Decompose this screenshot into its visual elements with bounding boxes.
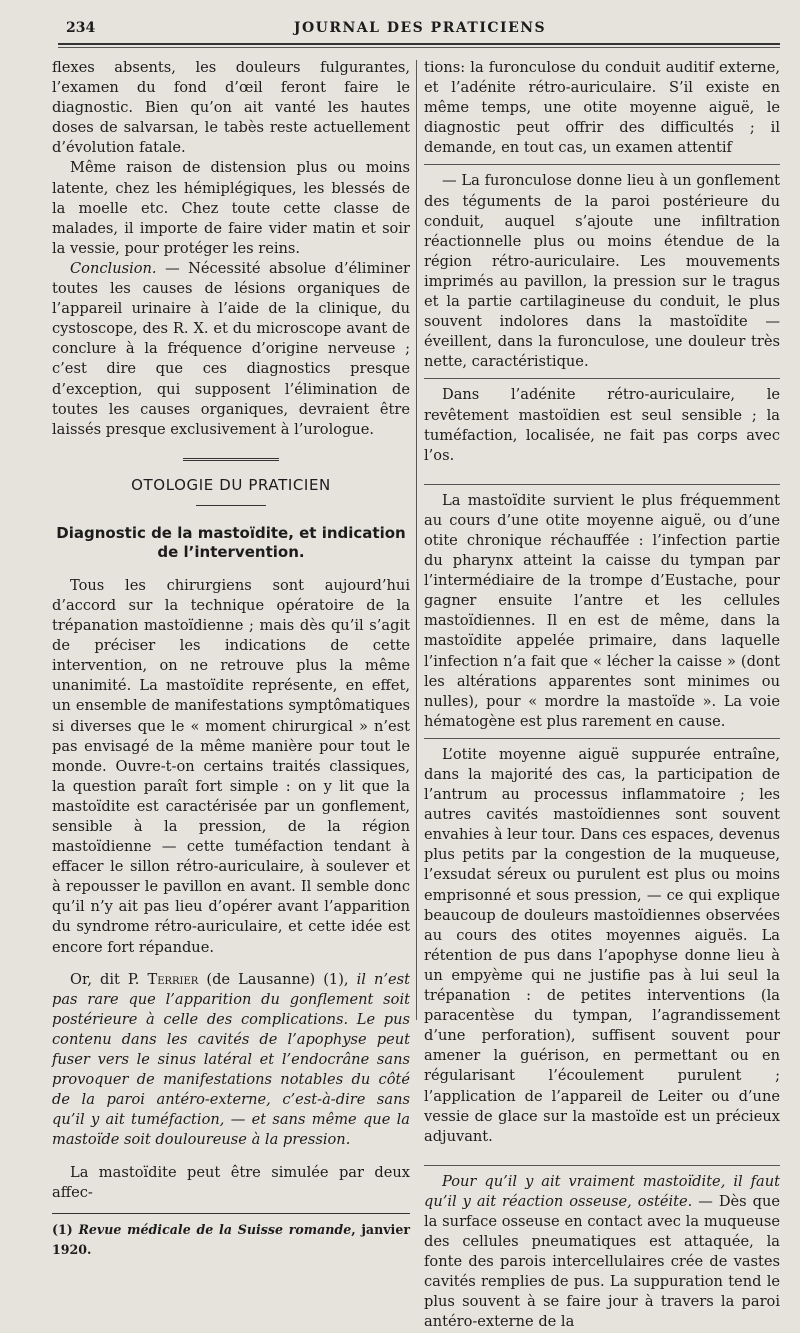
header-rule-thin — [58, 47, 780, 48]
journal-title: JOURNAL DES PRATICIENS — [293, 20, 547, 36]
paragraph-conclusion — [52, 259, 410, 440]
paragraph-rule — [424, 738, 780, 739]
right-column — [424, 58, 780, 1333]
column-divider — [416, 60, 417, 1020]
paragraph: tions: la furonculose du conduit auditif externe, et l’adénite rétro-auriculaire. S’il existe en même temps, une otite moyenne aiguë, le diagnostic peut offrir des difficultés ; il demande, en tout cas, un examen attentif — [424, 59, 780, 157]
footnote-source: Revue médicale de la Suisse romande — [78, 1221, 352, 1237]
paragraph: La mastoïdite peut être simulée par deux affec- — [52, 1163, 410, 1201]
paragraph-rule — [424, 1165, 780, 1166]
paragraph-rule — [424, 484, 780, 485]
paragraph-rule — [424, 378, 780, 379]
paragraph: L’otite moyenne aiguë suppurée entraîne, dans la majorité des cas, la participation de l’antrum au processus inflammatoire ; les autres cavités mastoïdiennes sont souvent envahies à leur tour. Dans ces espaces, devenus plus petits par la congestion de la muqueuse, l’exsudat séreux ou purulent est plus ou moins emprisonné et sous pression, — ce qui explique beaucoup de douleurs mastoïdiennes observées au cours des otites moyennes aiguës. La rétention de pus dans l’apophyse donne lieu à un empyème qui ne justifie pas à lui seul la trépanation : de petites interventions (la paracentèse du tympan, l’agrandissement d’une perforation), suffisent souvent pour amener la guérison, en permettant ou en régularisant l’écoulement purulent ; l’application de l’appareil de Leiter ou d’une vessie de glace sur la mastoïde est un précieux adjuvant. — [424, 745, 780, 1145]
conclusion-label: Conclusion. — [70, 259, 157, 277]
quote: il n’est pas rare que l’apparition du gonflement soit postérieure à celle des complications. Le pus contenu dans les cavités de l’apophyse peut fuser vers le sinus latéral et l’endocrâne sans provoquer de manifestations notables du côté de la paroi antéro-externe, c’est-à-dire sans qu’il y ait tuméfaction, — et sans même que la mastoïde soit douloureuse à la pression. — [52, 970, 410, 1149]
paragraph-osteite: Pour qu’il y ait vraiment mastoïdite, il faut qu’il y ait réaction osseuse, ostéite. — Dès que la surface osseuse en contact avec la muqueuse des cellules pneumatiques est attaquée, la fonte des parois intercellulaires crée de vastes cavités remplies de pus. La suppuration tend le plus souvent à se faire jour à travers la paroi antéro-externe de la — [424, 1172, 780, 1331]
page-header — [60, 20, 780, 40]
paragraph: — La furonculose donne lieu à un gonflement des téguments de la paroi postérieure du conduit, auquel s’ajoute une infiltration réactionnelle plus ou moins étendue de la région rétro-auriculaire. Les mouvements imprimés au pavillon, la pression sur le tragus et la partie cartilagineuse du conduit, le plus souvent indolores dans la mastoïdite — éveillent, dans la furonculose, une douleur très nette, caractéristique. — [424, 172, 780, 371]
paragraph-terrier: Or, dit P. Terrier (de Lausanne) (1), il n’est pas rare que l’apparition du gonflement soit postérieure à celle des complications. Le pus contenu dans les cavités de l’apophyse peut fuser vers le sinus latéral et l’endocrâne sans provoquer de manifestations notables du côté de la paroi antéro-externe, c’est-à-dire sans qu’il y ait tuméfaction, — et sans même que la mastoïde soit douloureuse à la pression. — [52, 970, 410, 1149]
paragraph-rule — [424, 164, 780, 165]
paragraph: flexes absents, les douleurs fulgurantes, l’examen du fond d’œil feront faire le diagnostic. Bien qu’on ait vanté les hautes doses de salvarsan, le tabès reste actuellement d’évolution fatale. — [52, 59, 410, 157]
section-title: OTOLOGIE DU PRATICIEN — [131, 475, 331, 494]
section-rule — [183, 458, 279, 463]
footnote: (1) Revue médicale de la Suisse romande, janvier 1920. — [52, 1221, 410, 1257]
conclusion-text: — Nécessité absolue d’éliminer toutes les causes de lésions organiques de l’appareil urinaire à l’aide de la clinique, du cystoscope, des R. X. et du microscope avant de conclure à la fréquence d’origine nerveuse ; c’est dire que ces diagnostics presque d’exception, qui supposent l’élimination de toutes les causes organiques, devraient être laissés presque exclusivement à l’urologue. — [52, 259, 410, 438]
footnote-rule — [52, 1213, 410, 1214]
left-column — [52, 58, 410, 1260]
paragraph: Même raison de distension plus ou moins latente, chez les hémiplégiques, les blessés de la moelle etc. Chez toute cette classe de malades, il importe de faire vider matin et soir la vessie, pour protéger les reins. — [52, 159, 410, 257]
article-title: Diagnostic de la mastoïdite, et indication de l’intervention. — [56, 523, 406, 561]
paragraph: Tous les chirurgiens sont aujourd’hui d’accord sur la technique opératoire de la trépanation mastoïdienne ; mais dès qu’il s’agit de préciser les indications de cette intervention, on ne retrouve plus la même unanimité. La mastoïdite représente, en effet, un ensemble de manifestations symptômatiques si diverses que le « moment chirurgical » n’est pas envisagé de la même manière pour tout le monde. Ouvre-t-on certains traités classiques, la question paraît fort simple : on y lit que la mastoïdite est caractérisée par un gonflement, sensible à la pression, de la région mastoïdienne — cette tuméfaction tendant à effacer le sillon rétro-auriculaire, à soulever et à repousser le pavillon en avant. Il semble donc qu’il n’y ait pas lieu d’opérer avant l’apparition du syndrome rétro-auriculaire, et cette idée est encore fort répandue. — [52, 576, 410, 956]
author-name: Terrier — [147, 970, 199, 988]
emphasis: Pour qu’il y ait vraiment mastoïdite, il faut qu’il y ait réaction osseuse, ostéite. — [424, 1172, 780, 1210]
header-rule — [58, 43, 780, 45]
paragraph: Dans l’adénite rétro-auriculaire, le revêtement mastoïdien est seul sensible ; la tuméfaction, localisée, ne fait pas corps avec l’os. — [424, 386, 780, 464]
paragraph: La mastoïdite survient le plus fréquemment au cours d’une otite moyenne aiguë, ou d’une otite chronique réchauffée : l’infection partie du pharynx atteint la caisse du tympan par l’intermédiaire de la trompe d’Eustache, pour gagner ensuite l’antre et les cellules mastoïdiennes. Il en est de même, dans la mastoïdite appelée primaire, dans laquelle l’infection n’a fait que « lécher la caisse » (dont les altérations apparentes sont minimes ou nulles), pour « mordre la mastoïde ». La voie hématogène est plus rarement en cause. — [424, 491, 780, 730]
page-number: 234 — [66, 20, 96, 36]
